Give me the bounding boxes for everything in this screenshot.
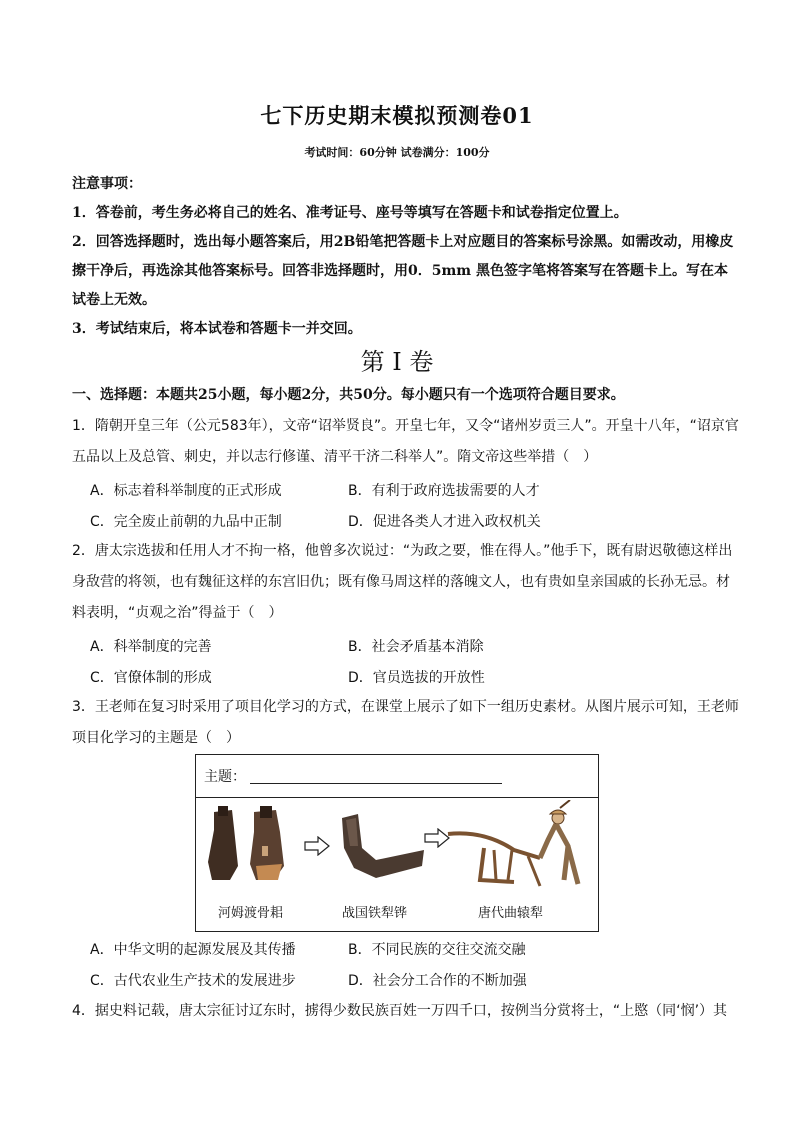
question-2-options (90, 630, 734, 692)
option-c: C．完全废止前朝的九品中正制 (90, 513, 282, 530)
notes-heading: 注意事项： (72, 176, 142, 192)
option-a: A．标志着科举制度的正式形成 (90, 482, 282, 499)
figure-topic-row (196, 755, 598, 798)
question-2-stem (72, 536, 739, 629)
caption-curved-plow: 唐代曲辕犁 (478, 906, 544, 921)
section-title: 第 I 卷 (360, 348, 434, 376)
question-3-stem (72, 692, 739, 754)
caption-bone-spade: 河姆渡骨耜 (218, 906, 284, 921)
question-3-options (90, 933, 734, 995)
topic-blank-line (250, 769, 502, 784)
option-d: D．官员选拔的开放性 (348, 669, 485, 686)
option-c: C．古代农业生产技术的发展进步 (90, 972, 296, 989)
question-4-stem (72, 996, 739, 1027)
question-1-options (90, 474, 734, 536)
topic-label: 主题： (204, 769, 246, 785)
question-1-stem (72, 411, 739, 473)
question-text: 3．王老师在复习时采用了项目化学习的方式，在课堂上展示了如下一组历史素材。从图片展示可知，王老师项目化学习的主题是（ ） (72, 699, 739, 746)
figure-images (196, 798, 598, 933)
option-c: C．官僚体制的形成 (90, 669, 212, 686)
question-text: 2．唐太宗选拔和任用人才不拘一格，他曾多次说过：“为政之要，惟在得人。”他手下，既有尉迟敬德这样出身敌营的将领，也有魏征这样的东宫旧仇；既有像马周这样的落魄文人，也有贵如皇亲国戚的长孙无忌。材料表明，“贞观之治”得益于（ ） (72, 543, 733, 621)
caption-iron-plowshare: 战国铁犁铧 (342, 906, 408, 921)
option-b: B．社会矛盾基本消除 (348, 638, 484, 655)
note-item: 2．回答选择题时，选出每小题答案后，用2B铅笔把答题卡上对应题目的答案标号涂黑。如需改动，用橡皮擦干净后，再选涂其他答案标号。回答非选择题时，用0．5mm 黑色签字笔将答案写在答题卡上。写在本试卷上无效。 (72, 234, 734, 308)
part-heading: 一、选择题：本题共25小题，每小题2分，共50分。每小题只有一个选项符合题目要求。 (72, 387, 625, 403)
note-item: 1．答卷前，考生务必将自己的姓名、准考证号、座号等填写在答题卡和试卷指定位置上。 (72, 205, 628, 221)
iron-plowshare-image (336, 812, 428, 882)
option-a: A．科举制度的完善 (90, 638, 212, 655)
question-text: 1．隋朝开皇三年（公元583年），文帝“诏举贤良”。开皇七年，又令“诸州岁贡三人”。开皇十八年，“诏京官五品以上及总管、刺史，并以志行修谨、清平干济二科举人”。隋文帝这些举措（ ） (72, 418, 739, 465)
option-a: A．中华文明的起源发展及其传播 (90, 941, 296, 958)
bone-spade-image (204, 806, 294, 886)
exam-info: 考试时间：60分钟 试卷满分：100分 (304, 146, 490, 159)
curved-plow-image (444, 800, 594, 895)
arrow-right-icon (304, 836, 330, 856)
option-d: D．社会分工合作的不断加强 (348, 972, 527, 989)
option-b: B．不同民族的交往交流交融 (348, 941, 526, 958)
question-text: 4．据史料记载，唐太宗征讨辽东时，掳得少数民族百姓一万四千口，按例当分赏将士，“上愍（同‘悯’）其 (72, 1003, 728, 1019)
tools-figure (195, 754, 599, 932)
notes-section (72, 170, 734, 344)
page-title: 七下历史期末模拟预测卷01 (260, 103, 534, 128)
option-b: B．有利于政府选拔需要的人才 (348, 482, 540, 499)
note-item: 3．考试结束后，将本试卷和答题卡一并交回。 (72, 321, 362, 337)
option-d: D．促进各类人才进入政权机关 (348, 513, 541, 530)
